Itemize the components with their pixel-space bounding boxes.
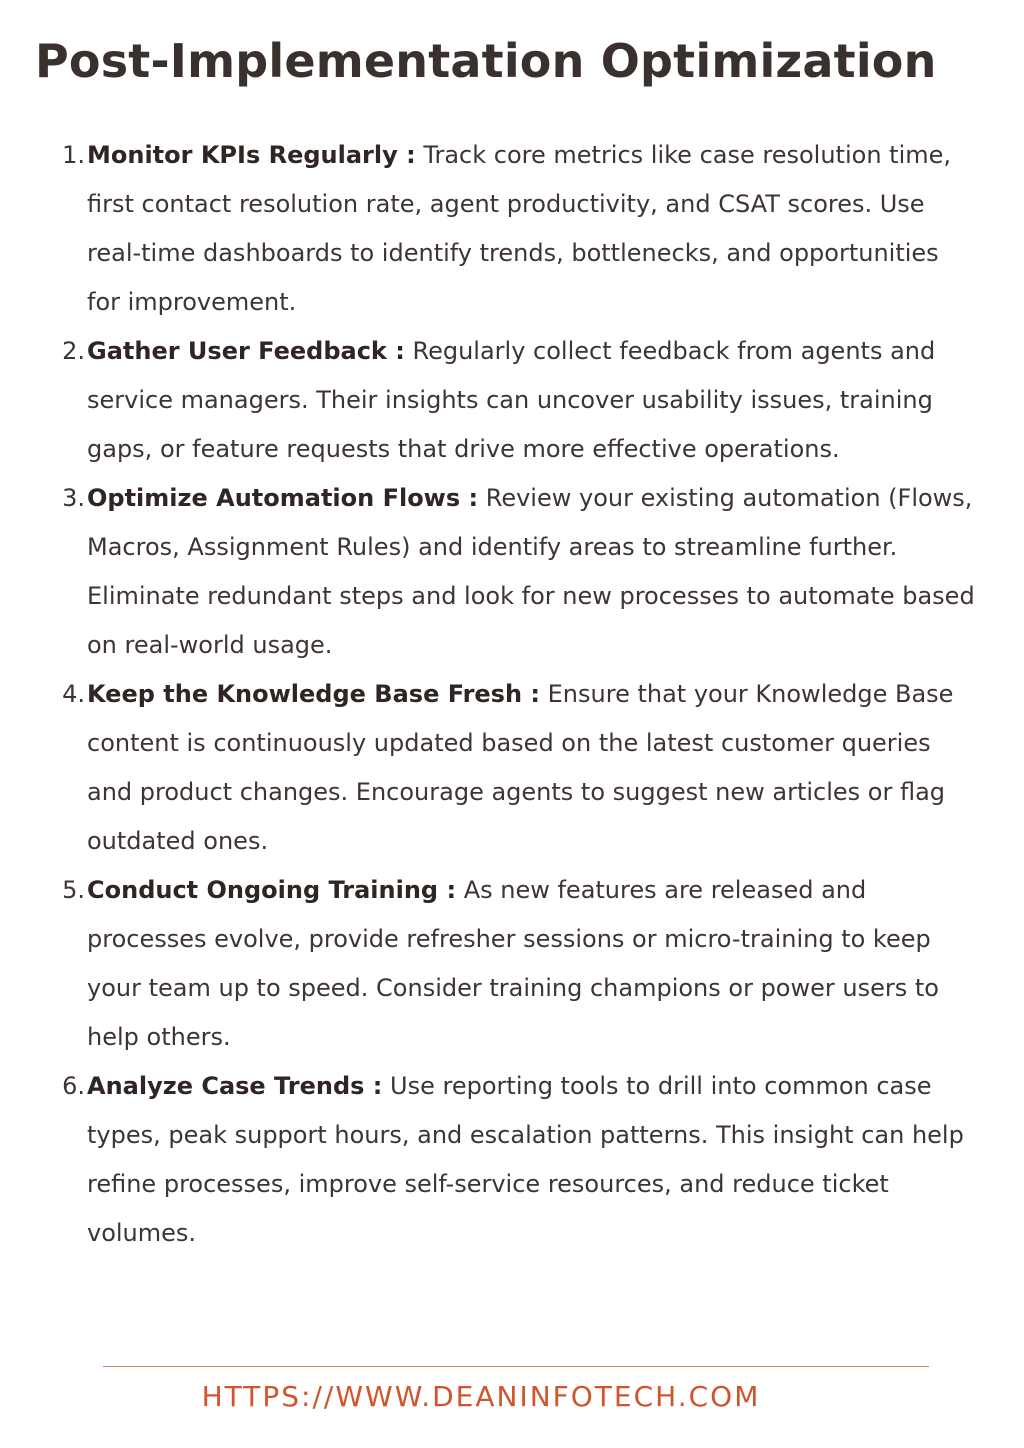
step-title: Optimize Automation Flows :: [87, 484, 479, 512]
step-description: Use reporting tools to drill into common case types, peak support hours, and escalation patterns. This insight can help refine processes, improve self-service resources, and reduce ticket volumes.: [87, 1072, 964, 1247]
step-number: 2.: [62, 337, 85, 365]
step-title: Keep the Knowledge Base Fresh :: [87, 680, 540, 708]
list-item: [0, 327, 977, 474]
step-description: Ensure that your Knowledge Base content is continuously updated based on the latest customer queries and product changes. Encourage agents to suggest new articles or flag outdated ones.: [87, 680, 954, 855]
optimization-steps-list: [0, 131, 1024, 1258]
list-item: [0, 670, 977, 866]
list-item: [0, 474, 977, 670]
list-item: [0, 1062, 977, 1258]
step-title: Gather User Feedback :: [87, 337, 405, 365]
page-title: Post-Implementation Optimization: [35, 34, 937, 88]
step-number: 3.: [62, 484, 85, 512]
step-title: Analyze Case Trends :: [87, 1072, 383, 1100]
step-description: Regularly collect feedback from agents and service managers. Their insights can uncover usability issues, training gaps, or feature requests that drive more effective operations.: [87, 337, 936, 463]
step-number: 1.: [62, 141, 85, 169]
step-title: Monitor KPIs Regularly :: [87, 141, 416, 169]
step-title: Conduct Ongoing Training :: [87, 876, 457, 904]
step-number: 4.: [62, 680, 85, 708]
step-description: Track core metrics like case resolution time, first contact resolution rate, agent productivity, and CSAT scores. Use real-time dashboards to identify trends, bottlenecks, and opportunities for improvement.: [87, 141, 952, 316]
step-description: Review your existing automation (Flows, Macros, Assignment Rules) and identify areas to streamline further. Eliminate redundant steps and look for new processes to automate based on real-world usage.: [87, 484, 975, 659]
list-item: [0, 866, 977, 1062]
footer-website-link[interactable]: HTTPS://WWW.DEANINFOTECH.COM: [201, 1380, 761, 1413]
list-item: [0, 131, 977, 327]
step-description: As new features are released and processes evolve, provide refresher sessions or micro-training to keep your team up to speed. Consider training champions or power users to help others.: [87, 876, 939, 1051]
step-number: 5.: [62, 876, 85, 904]
step-number: 6.: [62, 1072, 85, 1100]
footer-divider: [103, 1366, 929, 1367]
